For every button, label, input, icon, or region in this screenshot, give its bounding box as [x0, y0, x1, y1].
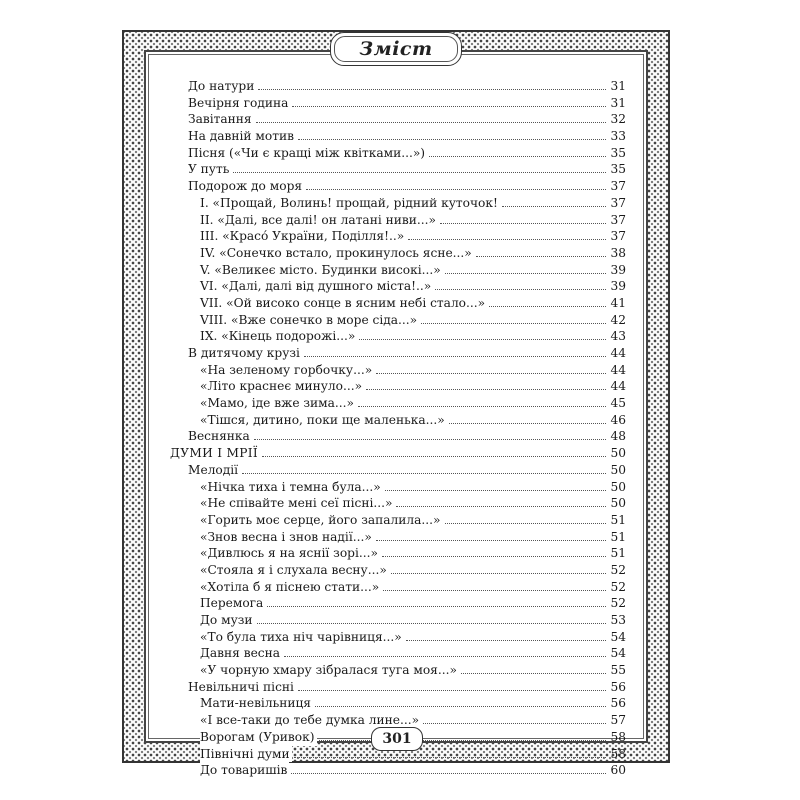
toc-entry-title: Перемога: [200, 596, 264, 611]
toc-entry-page: 51: [610, 529, 626, 544]
toc-entry-title: «І все-таки до тебе думка лине...»: [200, 713, 420, 728]
toc-entry: [170, 278, 626, 295]
toc-entry-page: 46: [610, 412, 626, 427]
toc-leader-dots: [258, 79, 606, 90]
toc-leader-dots: [267, 596, 606, 607]
toc-entry-page: 45: [610, 396, 626, 411]
toc-leader-dots: [502, 196, 606, 207]
title-plate: [330, 32, 462, 66]
toc-entry-page: 41: [610, 295, 626, 310]
toc-entry-title: Пісня («Чи є кращі між квітками...»): [188, 145, 426, 160]
toc-entry-title: «Мамо, іде вже зима...»: [200, 396, 355, 411]
toc-entry: [170, 612, 626, 629]
toc-leader-dots: [256, 112, 606, 123]
toc-leader-dots: [292, 96, 606, 107]
toc-leader-dots: [440, 213, 606, 224]
toc-leader-dots: [396, 496, 606, 507]
toc-entry-page: 52: [610, 579, 626, 594]
toc-entry: [170, 328, 626, 345]
toc-entry-page: 53: [610, 613, 626, 627]
toc-leader-dots: [254, 429, 606, 440]
toc-entry: [170, 445, 626, 462]
toc-entry-title: «Тішся, дитино, поки ще маленька...»: [200, 412, 445, 427]
page-number-plate: [371, 727, 423, 751]
toc-entry: [170, 412, 626, 429]
toc-entry-title: «У чорную хмару зібралася туга моя...»: [200, 663, 457, 678]
toc-leader-dots: [291, 763, 606, 774]
toc-leader-dots: [449, 413, 606, 424]
toc-entry-title: «На зеленому горбочку...»: [200, 362, 373, 377]
toc-entry: [170, 378, 626, 395]
toc-entry: [170, 262, 626, 279]
toc-entry-page: 32: [610, 112, 626, 127]
toc-entry: [170, 295, 626, 312]
toc-entry: [170, 479, 626, 496]
toc-entry-title: IV. «Сонечко встало, прокинулось ясне...»: [200, 245, 472, 260]
toc-leader-dots: [319, 730, 607, 741]
toc-leader-dots: [262, 446, 606, 457]
toc-entry: [170, 695, 626, 712]
toc-entry-page: 60: [610, 763, 626, 778]
toc-entry-title: Давня весна: [200, 646, 281, 661]
toc-entry-page: 37: [610, 229, 626, 244]
toc-entry-title: Ворогам (Уривок): [200, 729, 315, 744]
toc-entry-page: 31: [610, 95, 626, 110]
toc-entry-page: 35: [610, 145, 626, 160]
toc-leader-dots: [445, 513, 606, 524]
toc-entry-page: 31: [610, 79, 626, 93]
toc-entry-title: «Горить моє серце, його запалила...»: [200, 512, 441, 527]
toc-entry-page: 35: [610, 162, 626, 177]
toc-entry-page: 37: [610, 195, 626, 210]
toc-entry-page: 52: [610, 562, 626, 577]
toc-entry-title: Мелодії: [188, 462, 239, 477]
toc-entry-title: «Знов весна і знов надії...»: [200, 529, 372, 544]
toc-entry-page: 38: [610, 245, 626, 260]
toc-leader-dots: [383, 580, 606, 591]
toc-entry: [170, 512, 626, 529]
toc-leader-dots: [294, 747, 606, 758]
toc-entry-page: 55: [610, 663, 626, 678]
toc-leader-dots: [233, 162, 606, 173]
toc-entry-page: 39: [610, 279, 626, 294]
toc-entry-page: 44: [610, 379, 626, 394]
toc-entry-title: V. «Великеє місто. Будинки високі...»: [200, 262, 441, 277]
toc-leader-dots: [385, 480, 606, 491]
toc-entry-page: 50: [610, 462, 626, 477]
toc-entry-title: Мати-невільниця: [200, 696, 311, 711]
toc-entry-page: 43: [610, 329, 626, 344]
toc-entry: [170, 212, 626, 229]
toc-entry-page: 51: [610, 546, 626, 561]
toc-leader-dots: [445, 263, 606, 274]
toc-entry-title: «Літо краснеє минуло...»: [200, 379, 363, 394]
toc-leader-dots: [315, 696, 606, 707]
toc-entry: [170, 228, 626, 245]
toc-entry: [170, 78, 626, 95]
toc-leader-dots: [376, 530, 606, 541]
toc-leader-dots: [421, 313, 606, 324]
toc-entry-title: «То була тиха ніч чарівниця...»: [200, 629, 402, 644]
toc-leader-dots: [423, 713, 606, 724]
toc-leader-dots: [242, 463, 606, 474]
toc-entry-page: 42: [610, 312, 626, 327]
toc-entry-page: 56: [610, 679, 626, 694]
toc-leader-dots: [435, 279, 606, 290]
toc-entry-title: III. «Красо́ України, Поділля!..»: [200, 229, 405, 244]
toc-entry: [170, 161, 626, 178]
toc-entry-title: Подорож до моря: [188, 179, 303, 194]
toc-leader-dots: [429, 146, 606, 157]
toc-leader-dots: [304, 346, 606, 357]
toc-entry-title: I. «Прощай, Волинь! прощай, рідний куточок!: [200, 195, 498, 210]
toc-entry-title: II. «Далі, все далі! он латані ниви...»: [200, 212, 436, 227]
toc-entry: [170, 128, 626, 145]
toc-entry: [170, 345, 626, 362]
toc-entry: [170, 562, 626, 579]
toc-entry-page: 58: [610, 746, 626, 761]
toc-entry: [170, 579, 626, 596]
toc-entry-page: 58: [610, 729, 626, 744]
toc-entry-title: До товаришів: [200, 763, 288, 778]
toc-entry-page: 56: [610, 696, 626, 711]
toc-entry: [170, 762, 626, 779]
toc-entry: [170, 245, 626, 262]
toc-entry-page: 50: [610, 446, 626, 461]
toc-entry-page: 54: [610, 629, 626, 644]
toc-entry: [170, 645, 626, 662]
toc-leader-dots: [306, 179, 606, 190]
toc-leader-dots: [408, 229, 606, 240]
toc-entry-title: VI. «Далі, далі від душного міста!..»: [200, 279, 432, 294]
table-of-contents: [170, 78, 626, 779]
toc-entry-page: 44: [610, 346, 626, 360]
toc-entry-page: 44: [610, 362, 626, 377]
toc-entry-title: До музи: [200, 613, 253, 627]
toc-entry-title: До натури: [188, 79, 255, 93]
toc-leader-dots: [366, 379, 606, 390]
toc-entry-page: 50: [610, 479, 626, 494]
toc-entry: [170, 629, 626, 646]
toc-leader-dots: [461, 663, 606, 674]
toc-entry-page: 39: [610, 262, 626, 277]
toc-entry-title: Північні думи: [200, 746, 290, 761]
toc-entry-title: В дитячому крузі: [188, 346, 300, 360]
toc-entry-title: «Не співайте мені сеї пісні...»: [200, 496, 393, 511]
toc-entry: [170, 595, 626, 612]
toc-entry-title: Веснянка: [188, 429, 250, 444]
toc-entry-page: 57: [610, 713, 626, 728]
toc-entry: [170, 95, 626, 112]
toc-leader-dots: [257, 613, 606, 624]
toc-entry-page: 51: [610, 512, 626, 527]
toc-entry: [170, 312, 626, 329]
toc-entry: [170, 195, 626, 212]
toc-leader-dots: [376, 363, 606, 374]
toc-entry-title: На давній мотив: [188, 129, 294, 144]
toc-entry-page: 33: [610, 129, 626, 144]
toc-entry: [170, 395, 626, 412]
toc-entry-title: «Хотіла б я піснею стати...»: [200, 579, 380, 594]
toc-entry-title: «Дивлюсь я на яснії зорі...»: [200, 546, 378, 561]
toc-entry: [170, 679, 626, 696]
toc-entry-title: VII. «Ой високо сонце в ясним небі стало...»: [200, 295, 486, 310]
toc-entry-title: У путь: [188, 162, 230, 177]
toc-entry-page: 37: [610, 212, 626, 227]
toc-entry-page: 37: [610, 179, 626, 194]
toc-entry-page: 54: [610, 646, 626, 661]
page-title: Зміст: [359, 38, 433, 60]
toc-leader-dots: [382, 546, 606, 557]
toc-entry-title: ДУМИ І МРІЇ: [170, 446, 258, 461]
toc-entry: [170, 495, 626, 512]
toc-leader-dots: [359, 329, 606, 340]
toc-entry-page: 52: [610, 596, 626, 611]
toc-entry-title: IX. «Кінець подорожі...»: [200, 329, 356, 344]
toc-entry-title: Завітання: [188, 112, 252, 127]
toc-leader-dots: [476, 246, 606, 257]
toc-leader-dots: [298, 680, 606, 691]
toc-entry: [170, 662, 626, 679]
toc-leader-dots: [489, 296, 606, 307]
toc-leader-dots: [298, 129, 606, 140]
toc-entry: [170, 462, 626, 479]
toc-entry-title: «Стояла я і слухала весну...»: [200, 562, 387, 577]
toc-entry: [170, 428, 626, 445]
toc-leader-dots: [284, 646, 606, 657]
toc-entry: [170, 545, 626, 562]
toc-entry-page: 48: [610, 429, 626, 444]
toc-entry-title: VIII. «Вже сонечко в море сіда...»: [200, 312, 418, 327]
toc-entry-title: Невільничі пісні: [188, 679, 294, 694]
toc-entry-page: 50: [610, 496, 626, 511]
toc-leader-dots: [358, 396, 606, 407]
toc-entry: [170, 178, 626, 195]
toc-entry: [170, 111, 626, 128]
toc-entry: [170, 362, 626, 379]
toc-entry-title: Вечірня година: [188, 95, 289, 110]
toc-entry: [170, 529, 626, 546]
toc-leader-dots: [406, 630, 606, 641]
toc-leader-dots: [391, 563, 606, 574]
toc-entry: [170, 145, 626, 162]
toc-entry-title: «Нічка тиха і темна була...»: [200, 479, 381, 494]
page-number: 301: [382, 731, 412, 747]
